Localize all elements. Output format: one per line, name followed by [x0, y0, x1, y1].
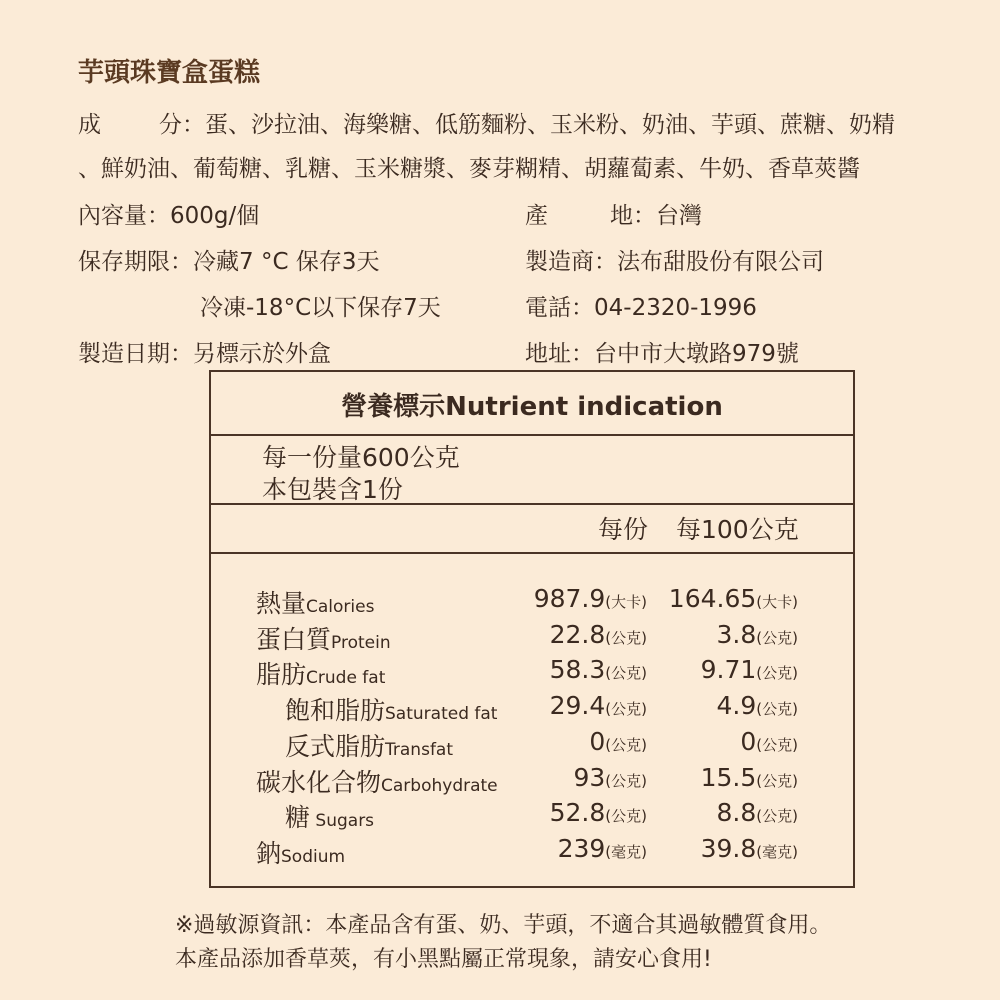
divider [211, 434, 853, 436]
unit: (公克) [605, 735, 647, 754]
allergen-note: ※過敏源資訊：本產品含有蛋、奶、芋頭，不適合其過敏體質食用。 [175, 913, 832, 938]
unit: (公克) [605, 771, 647, 790]
per-100g-value [717, 620, 798, 649]
nutrient-name [256, 763, 498, 799]
unit: (毫克) [605, 842, 647, 861]
unit: (大卡) [756, 593, 798, 611]
per-serving-value [558, 834, 647, 863]
divider [211, 552, 853, 554]
unit: (公克) [756, 807, 798, 826]
nutrient-name-en: Saturated fat [385, 704, 498, 725]
per-serving-value [550, 691, 647, 720]
product-name: 芋頭珠寶盒蛋糕 [78, 58, 261, 88]
nutrient-name-en: Sodium [281, 846, 346, 867]
value: 9.71 [700, 655, 757, 685]
value: 15.5 [700, 762, 757, 792]
header-per-serving: 每份 [598, 515, 649, 544]
nutrient-name [285, 691, 497, 727]
serving-size: 每一份量600公克 [262, 443, 460, 472]
nutrient-name [285, 727, 453, 763]
value: 3.8 [716, 619, 757, 649]
value: 52.8 [549, 798, 606, 828]
value: 0 [589, 726, 606, 756]
servings-per-package: 本包裝含1份 [262, 475, 403, 504]
value: 164.65 [668, 584, 757, 613]
vanilla-note: 本產品添加香草莢，有小黑點屬正常現象，請安心食用! [175, 947, 712, 972]
per-serving-value [550, 798, 647, 827]
per-100g-value [740, 727, 798, 756]
divider [211, 503, 853, 505]
nutrient-name-zh: 反式脂肪 [285, 731, 386, 761]
nutrient-name-zh: 熱量 [256, 589, 307, 618]
value: 987.9 [533, 584, 606, 613]
per-serving-value [550, 655, 647, 684]
ingredients-text-1: 蛋、沙拉油、海樂糖、低筋麵粉、玉米粉、奶油、芋頭、蔗糖、奶精 [205, 112, 895, 138]
unit: (公克) [756, 771, 798, 790]
per-serving-value [550, 620, 647, 649]
nutrient-name-zh: 糖 [285, 803, 311, 833]
nutrient-name-en: Transfat [385, 739, 454, 760]
ingredients-label-b: 分： [159, 112, 205, 138]
value: 58.3 [549, 655, 606, 685]
nutrient-name-zh: 飽和脂肪 [285, 696, 386, 726]
per-serving-value [534, 584, 647, 613]
storage-refrigerated: 保存期限：冷藏7 °C 保存3天 [78, 249, 380, 275]
unit: (毫克) [756, 842, 798, 861]
unit: (公克) [756, 628, 798, 647]
nutrient-name [256, 834, 345, 870]
per-100g-value [701, 834, 798, 863]
origin-label-b: 地：台灣 [610, 203, 702, 229]
value: 4.9 [716, 691, 757, 721]
nutrient-name-en: Crude fat [306, 668, 386, 689]
nutrient-name-en: Calories [306, 597, 375, 617]
storage-frozen: 冷凍-18°C以下保存7天 [200, 295, 441, 321]
unit: (公克) [756, 700, 798, 719]
per-100g-value [701, 655, 798, 684]
value: 8.8 [716, 798, 757, 828]
nutrient-name-zh: 脂肪 [256, 660, 307, 690]
nutrient-name-en: Carbohydrate [381, 775, 498, 796]
origin [525, 197, 702, 230]
address: 地址：台中市大墩路979號 [525, 341, 799, 367]
unit: (大卡) [605, 593, 647, 611]
nutrition-table [209, 370, 855, 888]
ingredients-line-1 [78, 106, 895, 139]
nutrient-name-zh: 鈉 [256, 838, 282, 868]
per-serving-value [589, 727, 647, 756]
per-100g-value [717, 691, 798, 720]
per-100g-value [669, 584, 798, 613]
nutrient-name [256, 584, 374, 620]
nutrient-name [256, 655, 385, 691]
nutrient-name-en: Sugars [310, 811, 375, 832]
value: 39.8 [700, 833, 757, 863]
value: 0 [740, 726, 757, 756]
origin-label-a: 產 [525, 203, 548, 229]
per-100g-value [717, 798, 798, 827]
unit: (公克) [756, 735, 798, 754]
nutrient-name [285, 798, 374, 834]
unit: (公克) [605, 700, 647, 719]
manufacturer: 製造商：法布甜股份有限公司 [525, 249, 824, 275]
phone: 電話：04-2320-1996 [525, 295, 757, 321]
per-serving-value [573, 763, 647, 792]
ingredients-label-a: 成 [78, 112, 101, 138]
manufacture-date: 製造日期：另標示於外盒 [78, 341, 331, 367]
value: 22.8 [549, 619, 606, 649]
unit: (公克) [605, 628, 647, 647]
content-amount: 內容量：600g/個 [78, 203, 260, 229]
unit: (公克) [605, 807, 647, 826]
nutrient-name-en: Protein [331, 632, 391, 653]
value: 93 [573, 762, 606, 792]
value: 239 [557, 833, 606, 863]
ingredients-line-2: 、鮮奶油、葡萄糖、乳糖、玉米糖漿、麥芽糊精、胡蘿蔔素、牛奶、香草莢醬 [78, 156, 860, 182]
value: 29.4 [549, 691, 606, 721]
header-per-100g: 每100公克 [676, 515, 799, 544]
nutrition-title: 營養標示Nutrient indication [341, 392, 723, 422]
per-100g-value [701, 763, 798, 792]
unit: (公克) [756, 664, 798, 683]
nutrient-name [256, 620, 391, 656]
nutrient-name-zh: 碳水化合物 [256, 767, 382, 797]
unit: (公克) [605, 664, 647, 683]
nutrient-name-zh: 蛋白質 [256, 624, 332, 654]
